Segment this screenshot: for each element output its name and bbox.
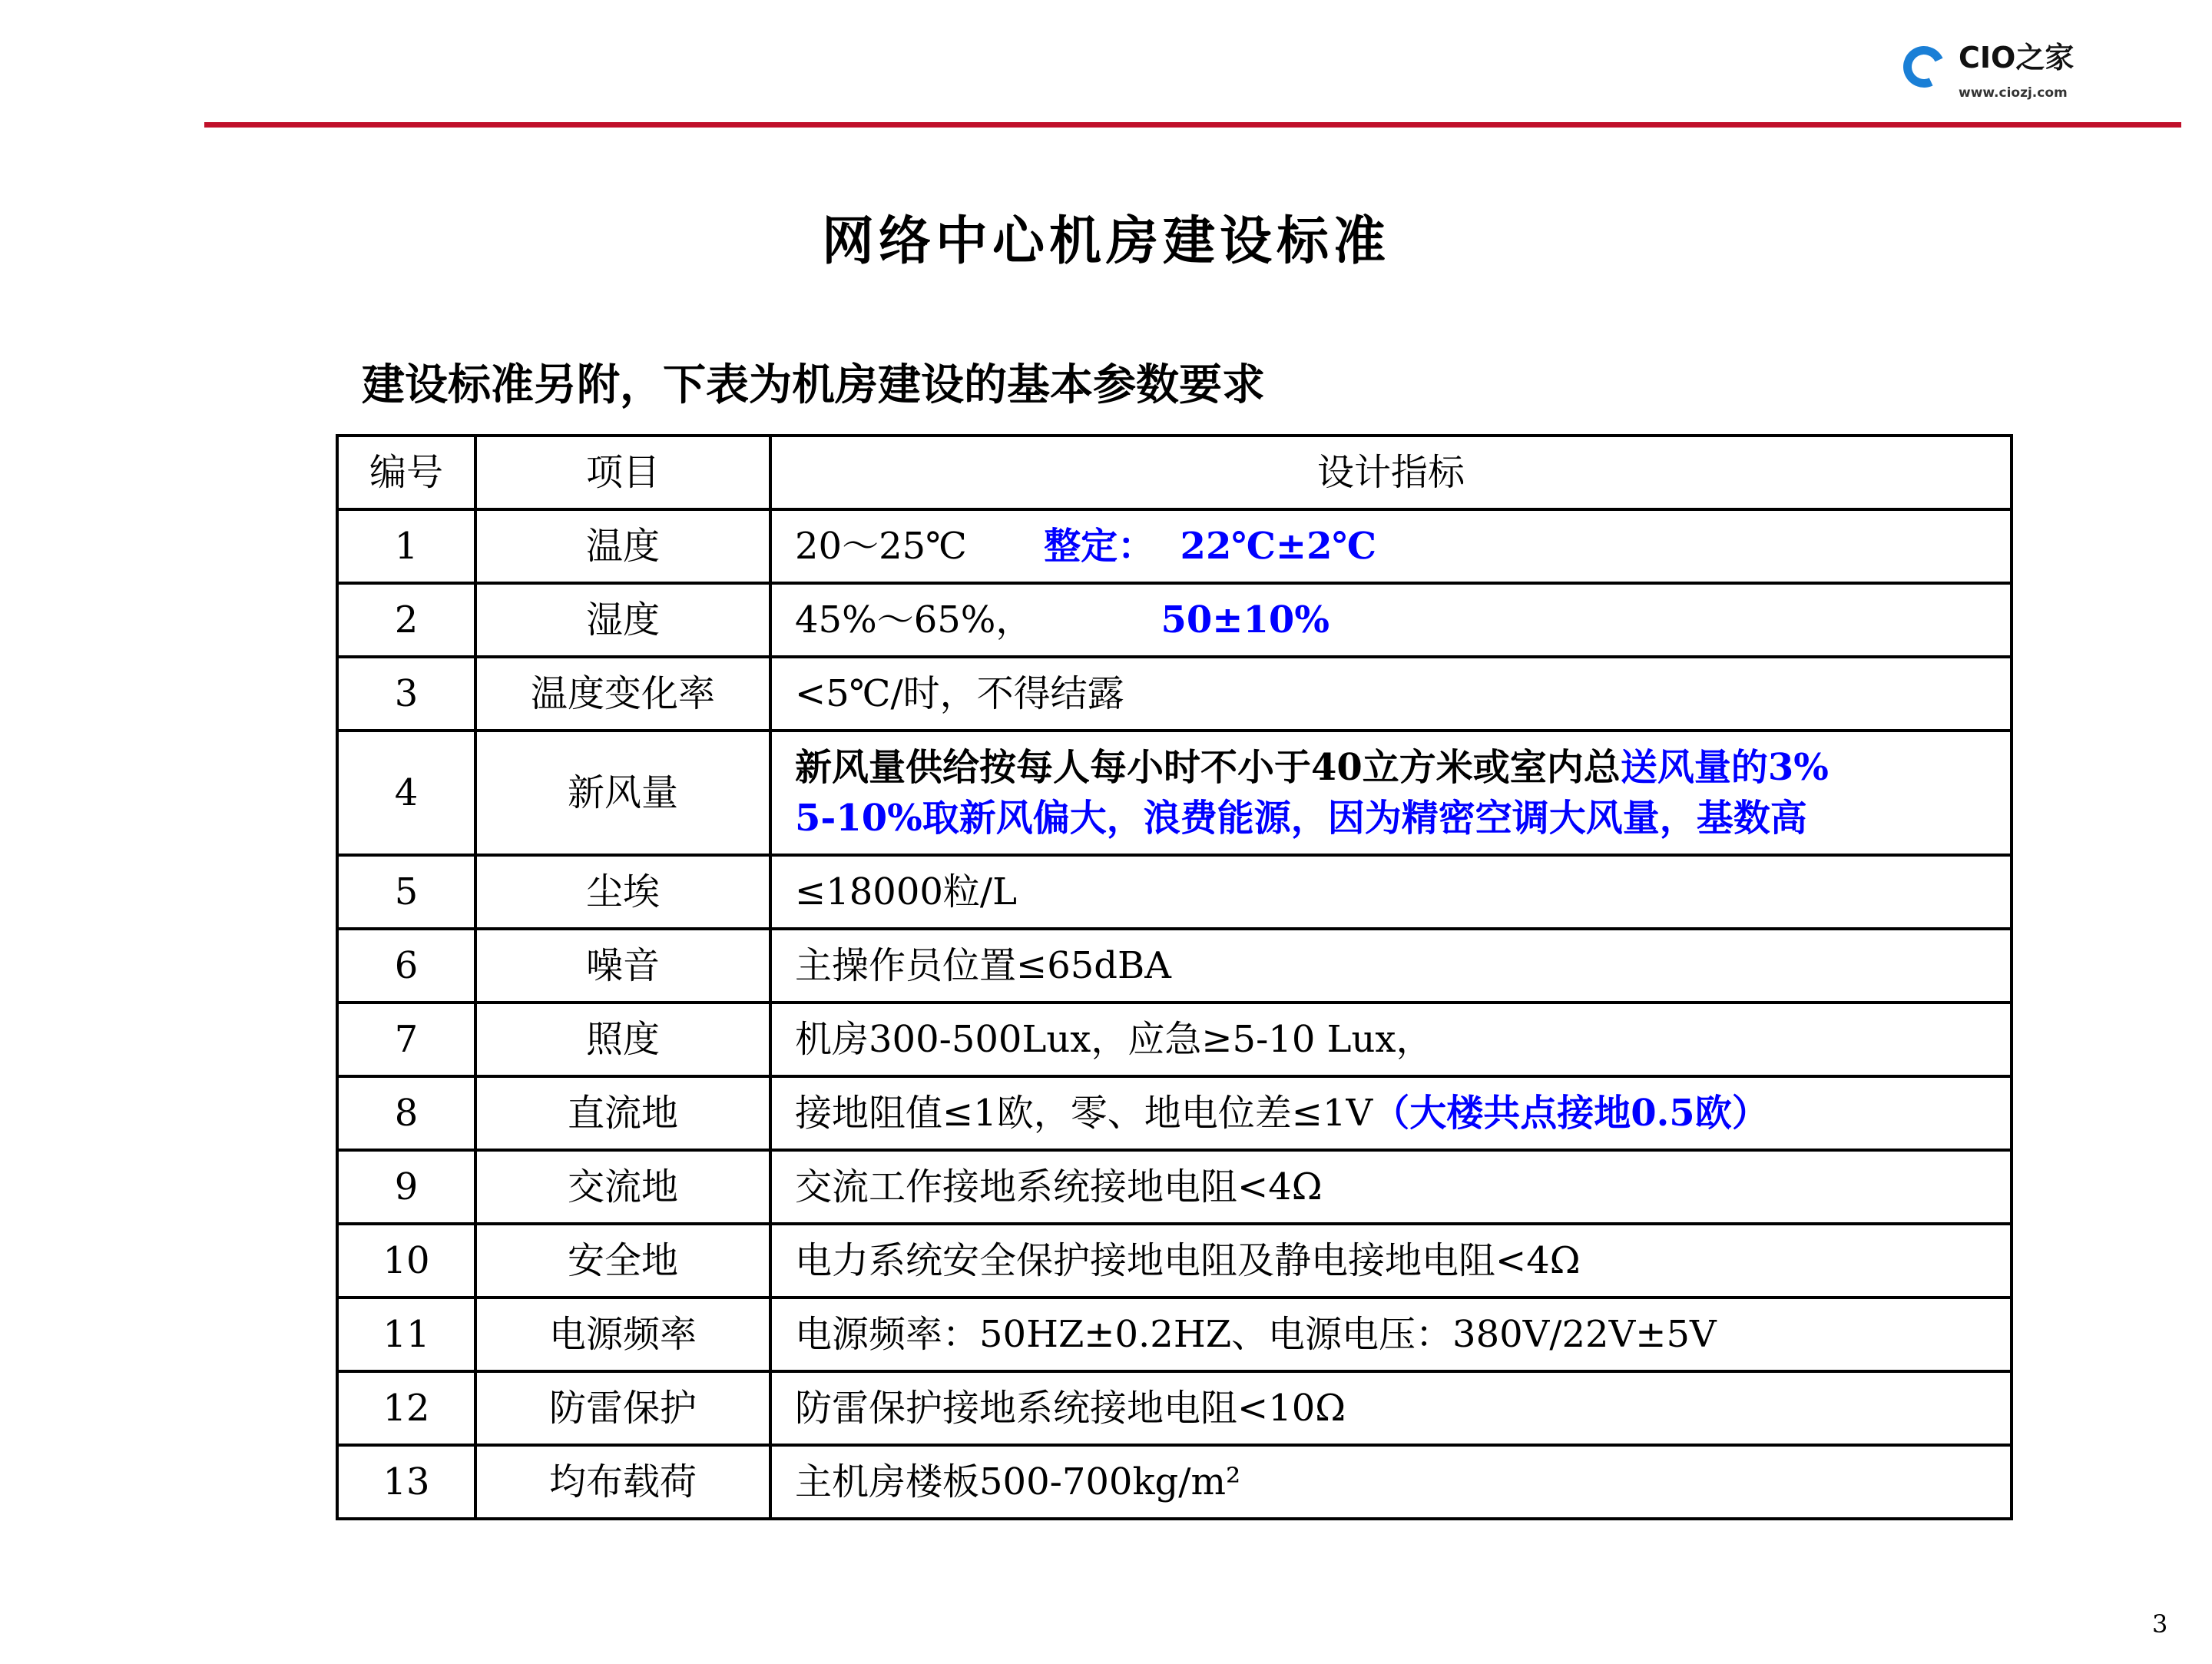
row-number: 1 <box>337 509 475 583</box>
row-number: 10 <box>337 1224 475 1298</box>
table-header-row <box>337 436 2012 509</box>
row-item: 安全地 <box>475 1224 770 1298</box>
table-row <box>337 1371 2012 1445</box>
table-row <box>337 731 2012 855</box>
table-row <box>337 583 2012 657</box>
spec-text: ≤18000粒/L <box>795 870 1017 913</box>
table-row <box>337 1076 2012 1150</box>
row-number: 11 <box>337 1298 475 1371</box>
table-row <box>337 1445 2012 1519</box>
header-item: 项目 <box>475 436 770 509</box>
spec-text: 接地阻值≤1欧，零、地电位差≤1V <box>795 1092 1373 1135</box>
spec-highlight: 送风量的3% 5-10%取新风偏大，浪费能源，因为精密空调大风量，基数高 <box>795 746 1829 840</box>
row-item: 尘埃 <box>475 855 770 929</box>
row-item: 噪音 <box>475 929 770 1003</box>
header-spec: 设计指标 <box>770 436 2012 509</box>
row-number: 3 <box>337 657 475 731</box>
row-spec <box>770 731 2012 855</box>
ciozj-logo <box>1903 40 2103 104</box>
table-row <box>337 1224 2012 1298</box>
logo-ring-icon <box>1897 40 1950 93</box>
logo-url: www.ciozj.com <box>1959 85 2068 101</box>
spec-highlight: （大楼共点接地0.5欧） <box>1373 1092 1769 1135</box>
spec-text: 机房300-500Lux，应急≥5-10 Lux， <box>795 1018 1433 1061</box>
table-row <box>337 509 2012 583</box>
row-number: 9 <box>337 1150 475 1224</box>
table-row <box>337 1298 2012 1371</box>
row-number: 13 <box>337 1445 475 1519</box>
row-number: 2 <box>337 583 475 657</box>
row-number: 12 <box>337 1371 475 1445</box>
row-spec <box>770 657 2012 731</box>
table-row <box>337 929 2012 1003</box>
table-row <box>337 855 2012 929</box>
spec-text: 45%～65%， <box>795 598 1033 641</box>
table-row <box>337 1003 2012 1076</box>
spec-text: 防雷保护接地系统接地电阻<10Ω <box>795 1387 1346 1430</box>
row-spec <box>770 1076 2012 1150</box>
row-item: 照度 <box>475 1003 770 1076</box>
row-item: 湿度 <box>475 583 770 657</box>
table-row <box>337 657 2012 731</box>
row-spec <box>770 1003 2012 1076</box>
spec-text: 20～25℃ <box>795 525 967 568</box>
page-subtitle: 建设标准另附，下表为机房建设的基本参数要求 <box>362 360 1265 410</box>
spec-text: 新风量供给按每人每小时不小于40立方米或室内总 <box>795 746 1621 789</box>
row-spec <box>770 1298 2012 1371</box>
row-number: 6 <box>337 929 475 1003</box>
row-spec <box>770 1371 2012 1445</box>
spec-text: 电源频率：50HZ±0.2HZ、电源电压：380V/22V±5V <box>795 1313 1717 1356</box>
row-spec <box>770 583 2012 657</box>
header-no: 编号 <box>337 436 475 509</box>
spec-text: 主操作员位置≤65dBA <box>795 944 1171 987</box>
row-spec <box>770 1224 2012 1298</box>
row-number: 4 <box>337 731 475 855</box>
row-item: 电源频率 <box>475 1298 770 1371</box>
spec-highlight: 50±10% <box>1032 598 1330 641</box>
row-number: 8 <box>337 1076 475 1150</box>
row-spec <box>770 1150 2012 1224</box>
row-item: 直流地 <box>475 1076 770 1150</box>
row-item: 温度变化率 <box>475 657 770 731</box>
spec-text: 主机房楼板500-700kg/m² <box>795 1460 1241 1503</box>
page-number: 3 <box>2152 1609 2168 1639</box>
spec-table <box>336 434 2013 1520</box>
spec-highlight: 整定： 22℃±2℃ <box>966 525 1376 568</box>
row-item: 防雷保护 <box>475 1371 770 1445</box>
row-item: 均布载荷 <box>475 1445 770 1519</box>
page-title: 网络中心机房建设标准 <box>821 210 1390 272</box>
row-spec <box>770 855 2012 929</box>
row-spec <box>770 509 2012 583</box>
row-item: 温度 <box>475 509 770 583</box>
spec-text: 交流工作接地系统接地电阻<4Ω <box>795 1165 1323 1208</box>
row-item: 新风量 <box>475 731 770 855</box>
header-divider <box>204 122 2181 128</box>
row-number: 7 <box>337 1003 475 1076</box>
logo-name: CIO之家 <box>1959 41 2075 75</box>
row-item: 交流地 <box>475 1150 770 1224</box>
spec-text: 电力系统安全保护接地电阻及静电接地电阻<4Ω <box>795 1239 1581 1282</box>
spec-text: <5℃/时，不得结露 <box>795 672 1124 715</box>
row-spec <box>770 929 2012 1003</box>
row-spec <box>770 1445 2012 1519</box>
row-number: 5 <box>337 855 475 929</box>
table-row <box>337 1150 2012 1224</box>
